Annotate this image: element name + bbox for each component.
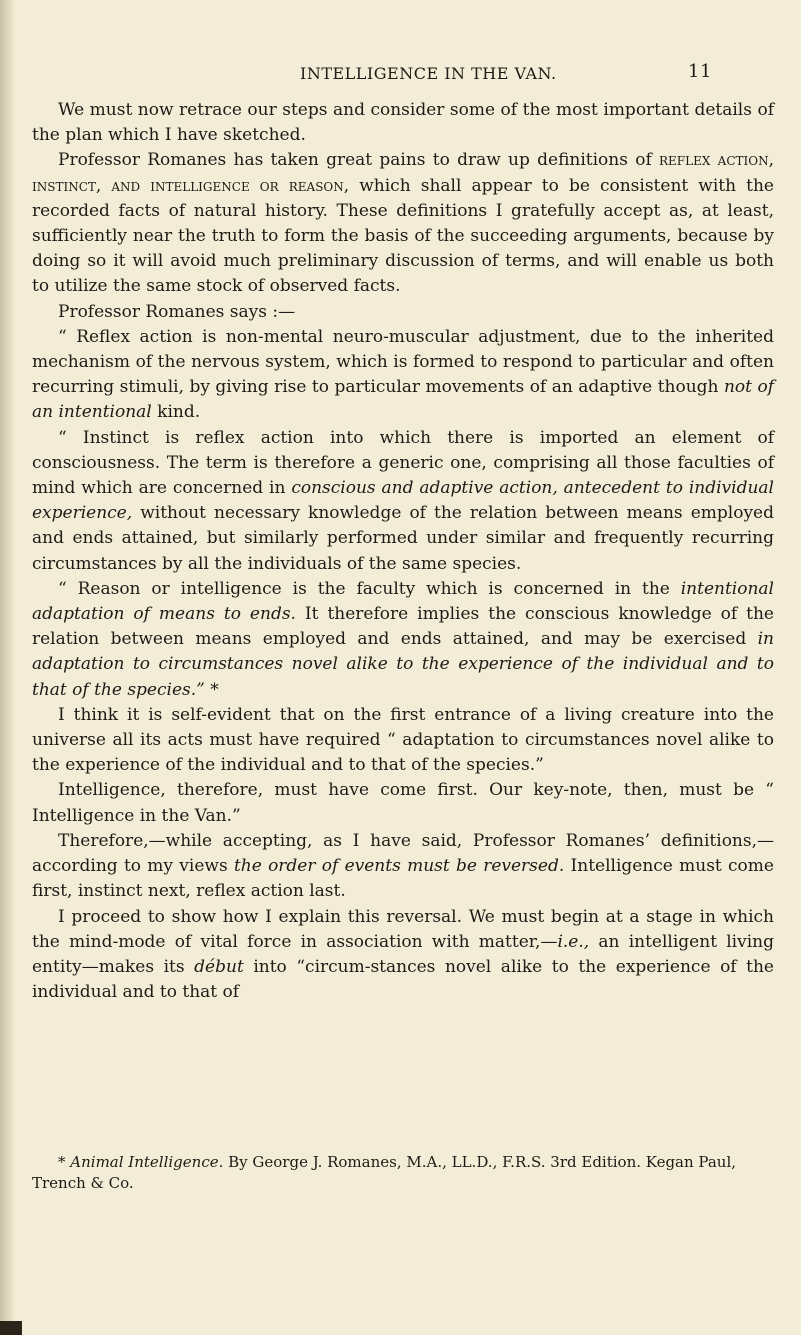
paragraph-5 xyxy=(32,426,774,577)
footnote-marker: * xyxy=(58,1153,71,1171)
paragraph-1-text: We must now retrace our steps and consider some of the most important details of the plan which I have sketched. xyxy=(32,100,774,146)
paragraph-9-italic: the order of events must be reversed. xyxy=(233,856,565,877)
running-head xyxy=(300,61,720,83)
paragraph-10-italic-1: i.e., xyxy=(557,931,590,952)
page-number: 11 xyxy=(688,61,712,82)
body-text xyxy=(32,98,774,1005)
paragraph-3-text: Professor Romanes says :— xyxy=(58,301,296,322)
paragraph-9-text-b: Intelligence must come first, instinct next, reflex action last. xyxy=(32,856,774,902)
paragraph-5-italic: conscious and adaptive action, antecedent to individual experience, xyxy=(32,478,774,524)
footnote xyxy=(32,1152,774,1194)
paragraph-8 xyxy=(32,778,774,828)
paragraph-6-text-b: It therefore implies the conscious knowledge of the relation between means employed and ends attained, and may be exercised xyxy=(32,604,774,650)
paragraph-10-text-c: into “circum-stances novel alike to the experience of the individual and to that of xyxy=(32,956,774,1003)
paragraph-10-text-a: I proceed to show how I explain this reversal. We must begin at a stage in which the mind-mode of vital force in association with matter,— xyxy=(32,906,774,952)
paragraph-3 xyxy=(32,300,774,325)
paragraph-5-text-b: without necessary knowledge of the relation between means employed and ends attained, but similarly performed under similar and frequently recurring circumstances by all the individuals of the same species. xyxy=(32,503,774,574)
footnote-title: Animal Intelligence. xyxy=(70,1153,224,1171)
paragraph-5-text-a: “ Instinct is reflex action into which there is imported an element of consciousness. The term is therefore a generic one, comprising all those faculties of mind which are concerned in xyxy=(32,427,774,499)
paragraph-6-italic-1: intentional adaptation of means to ends. xyxy=(32,578,774,625)
paragraph-7 xyxy=(32,703,774,779)
binding-shadow xyxy=(0,0,14,1335)
binding-mark xyxy=(0,1321,22,1335)
paragraph-2-text-b: which shall appear to be consistent with the recorded facts of natural history. These definitions I gratefully accept as, at least, sufficiently near the truth to form the basis of the succeeding arguments, because by doing so it will avoid much preliminary discussion of terms, and will enable us both to utilize the same stock of observed facts. xyxy=(32,175,774,297)
paragraph-2-text-a: Professor Romanes has taken great pains to draw up definitions of xyxy=(58,150,660,171)
paragraph-4-text-b: kind. xyxy=(151,402,201,423)
paragraph-7-text: I think it is self-evident that on the first entrance of a living creature into the universe all its acts must have required “ adaptation to circumstances novel alike to the experience of the individual and to that of the species.” xyxy=(32,704,774,776)
paragraph-2 xyxy=(32,148,774,299)
running-head-title: INTELLIGENCE IN THE VAN. xyxy=(300,64,557,83)
paragraph-4 xyxy=(32,325,774,426)
paragraph-6 xyxy=(32,577,774,703)
paragraph-10-text-b: an intelligent living entity—makes its xyxy=(32,931,774,977)
paragraph-8-text: Intelligence, therefore, must have come first. Our key-note, then, must be “ Intelligence in the Van.” xyxy=(32,780,774,826)
paragraph-9-text-a: Therefore,—while accepting, as I have said, Professor Romanes’ definitions,—according to my views xyxy=(32,830,774,877)
paragraph-9 xyxy=(32,829,774,905)
paragraph-10 xyxy=(32,905,774,1006)
paragraph-4-italic: not of an intentional xyxy=(32,377,774,423)
paragraph-6-text-a: “ Reason or intelligence is the faculty which is concerned in the xyxy=(58,578,681,599)
paragraph-10-italic-2: début xyxy=(194,956,244,977)
paragraph-1 xyxy=(32,98,774,148)
footnote-text: By George J. Romanes, M.A., LL.D., F.R.S. 3rd Edition. Kegan Paul, Trench & Co. xyxy=(32,1153,737,1192)
paragraph-4-text-a: “ Reflex action is non-mental neuro-muscular adjustment, due to the inherited mechanism of the nervous system, which is formed to respond to particular and often recurring stimuli, by giving rise to particular movements of an adaptive though xyxy=(32,326,774,398)
footnote-reference: * xyxy=(204,679,219,700)
paragraph-2-small-caps: reflex action, instinct, and intelligence or reason, xyxy=(32,150,774,196)
paragraph-6-italic-2: in adaptation to circumstances novel alike to the experience of the individual and to that of the species.” xyxy=(32,629,774,700)
